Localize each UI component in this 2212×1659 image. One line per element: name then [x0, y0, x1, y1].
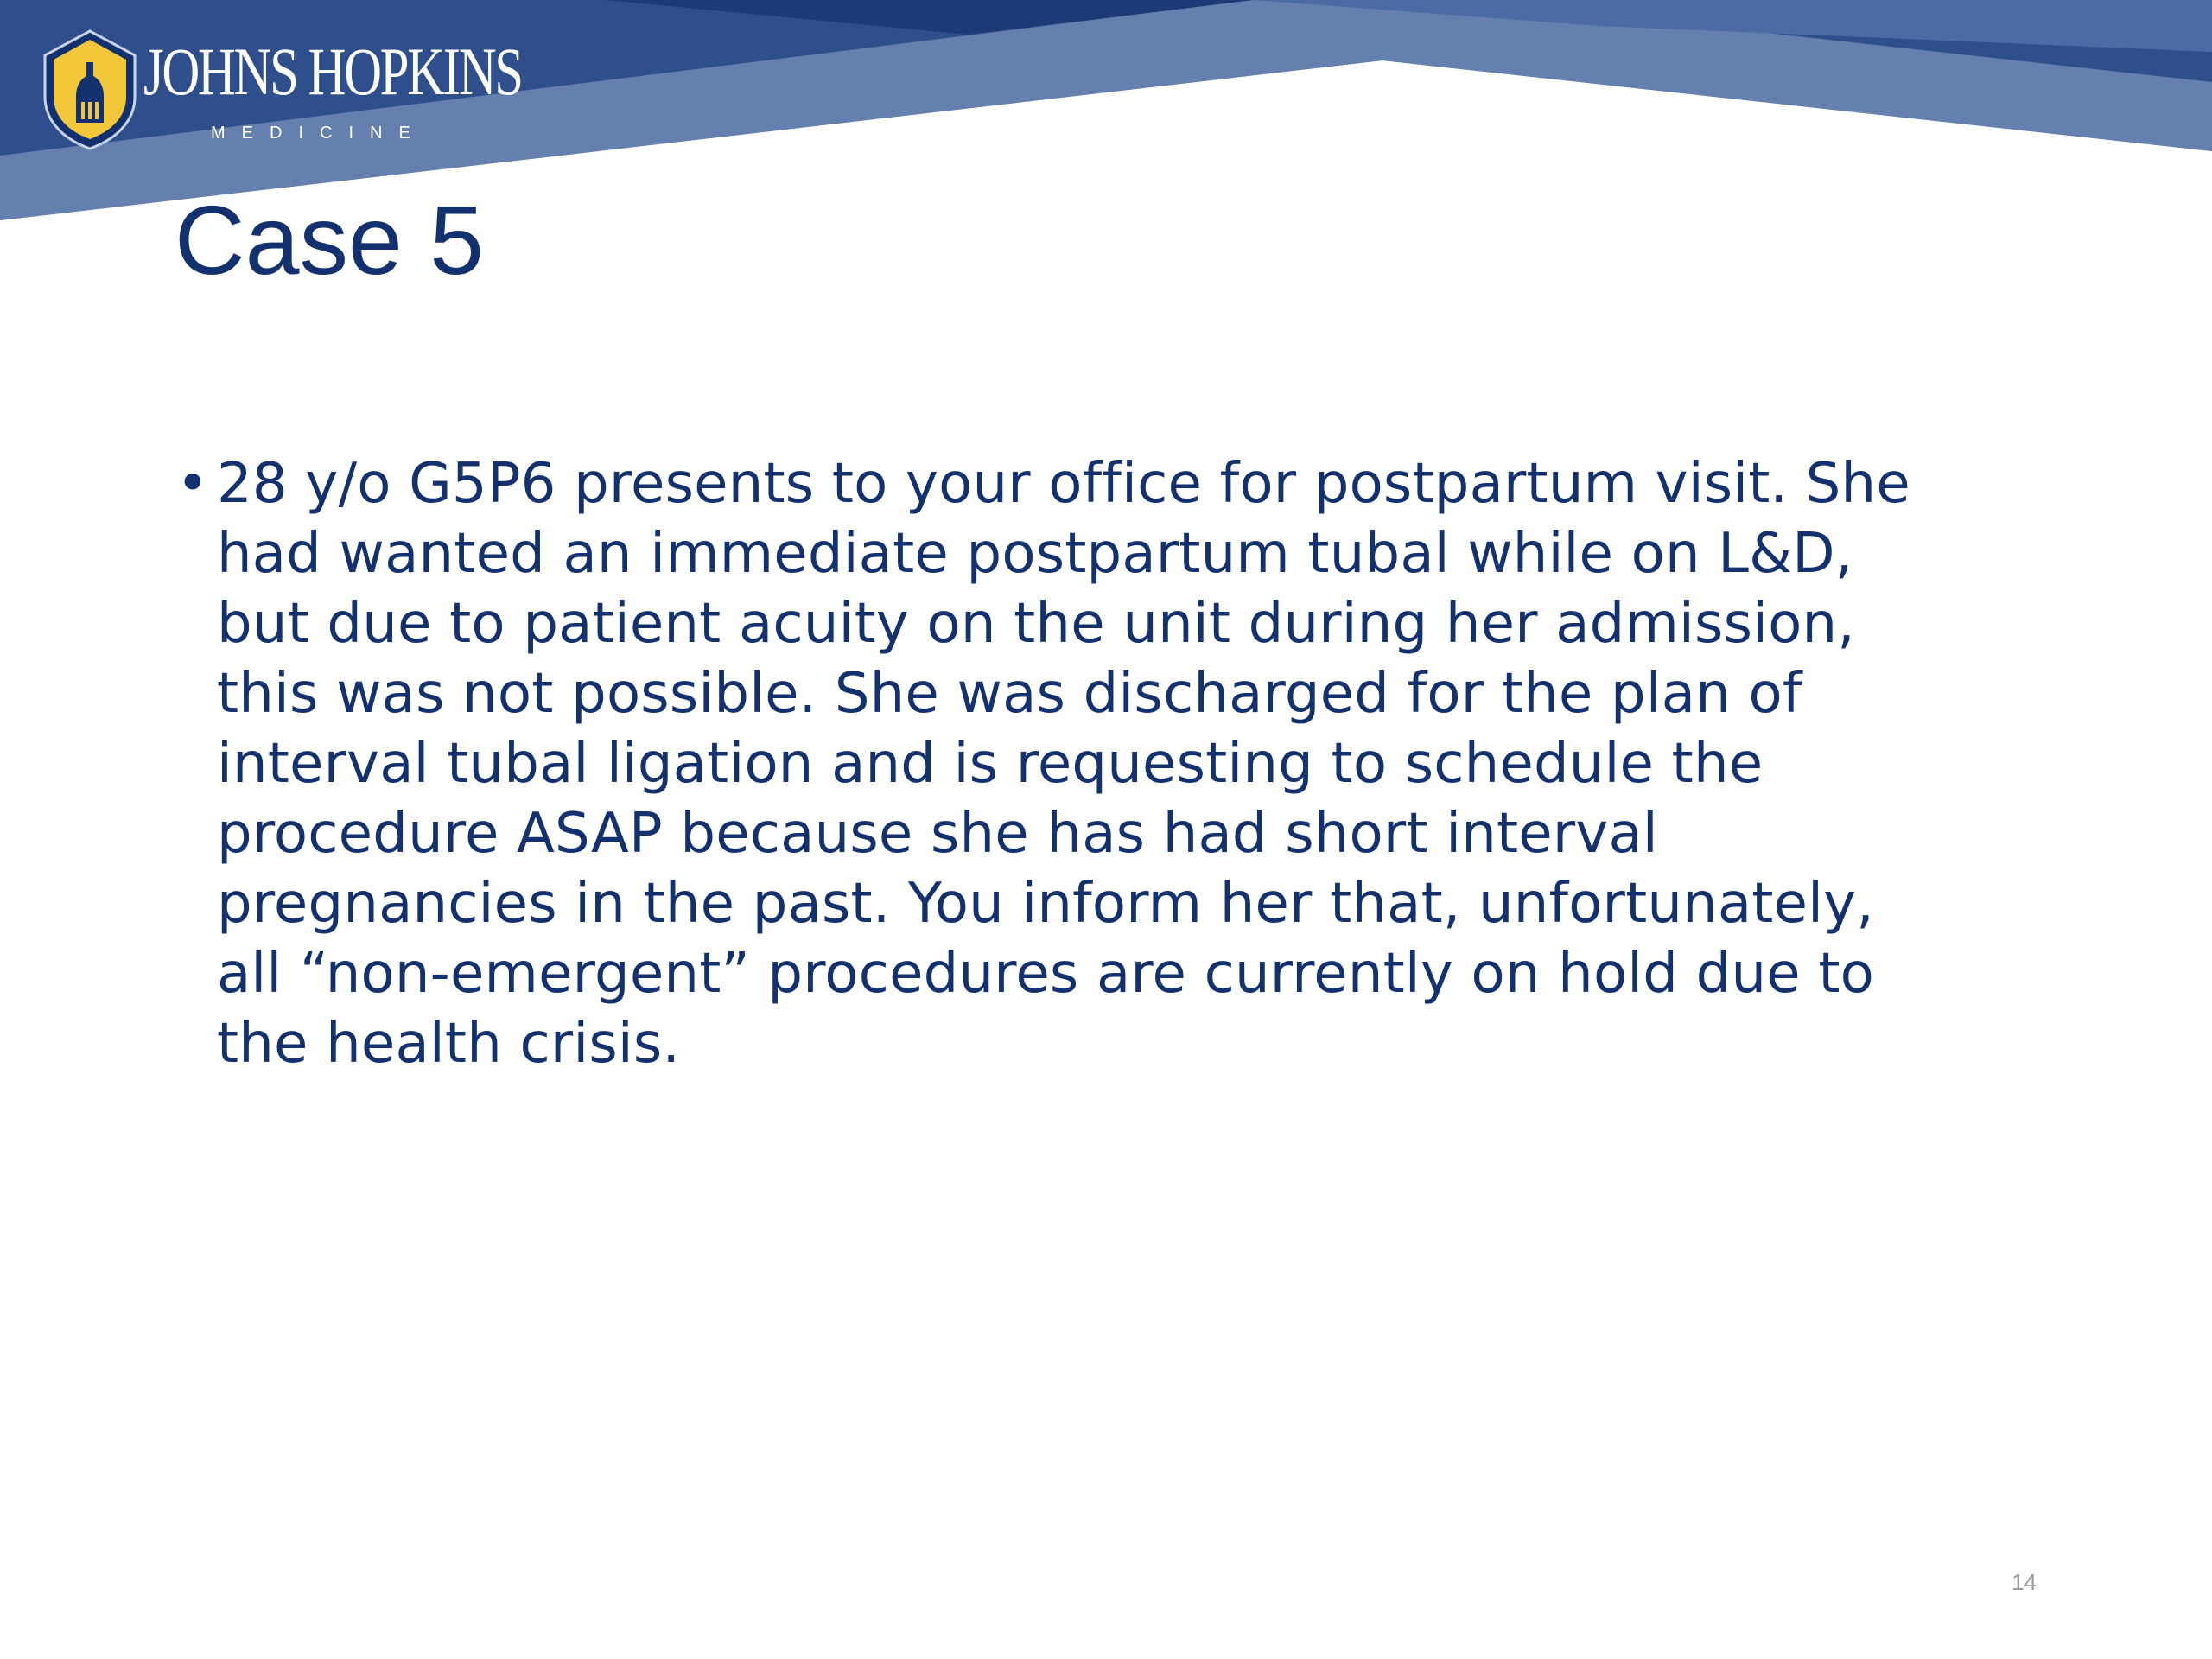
page-number: 14: [2012, 1569, 2037, 1595]
shield-icon: [41, 29, 138, 150]
bullet-list: [169, 449, 2070, 1079]
bullet-line: this was not possible. She was discharged for the plan of: [217, 662, 1802, 726]
bullet-line: 28 y/o G5P6 presents to your office for postpartum visit. She: [217, 452, 1910, 516]
logo-subtext: MEDICINE: [211, 124, 427, 143]
bullet-line: procedure ASAP because she has had short interval: [217, 802, 1658, 866]
bullet-dot: •: [176, 452, 209, 516]
bullet-line: but due to patient acuity on the unit during her admission,: [217, 592, 1855, 656]
bullet-line: pregnancies in the past. You inform her that, unfortunately,: [217, 872, 1874, 936]
bullet-item: [169, 449, 2070, 1079]
slide-title: Case 5: [175, 186, 485, 295]
bullet-line: interval tubal ligation and is requesting to schedule the: [217, 732, 1764, 796]
logo-wordmark: JOHNS HOPKINS: [143, 34, 522, 109]
johns-hopkins-logo: [41, 29, 522, 159]
bullet-text: [217, 449, 2083, 1079]
bullet-line: all “non-emergent” procedures are currently on hold due to: [217, 942, 1875, 1006]
bullet-line: had wanted an immediate postpartum tubal while on L&D,: [217, 522, 1853, 586]
bullet-line: the health crisis.: [217, 1012, 681, 1076]
